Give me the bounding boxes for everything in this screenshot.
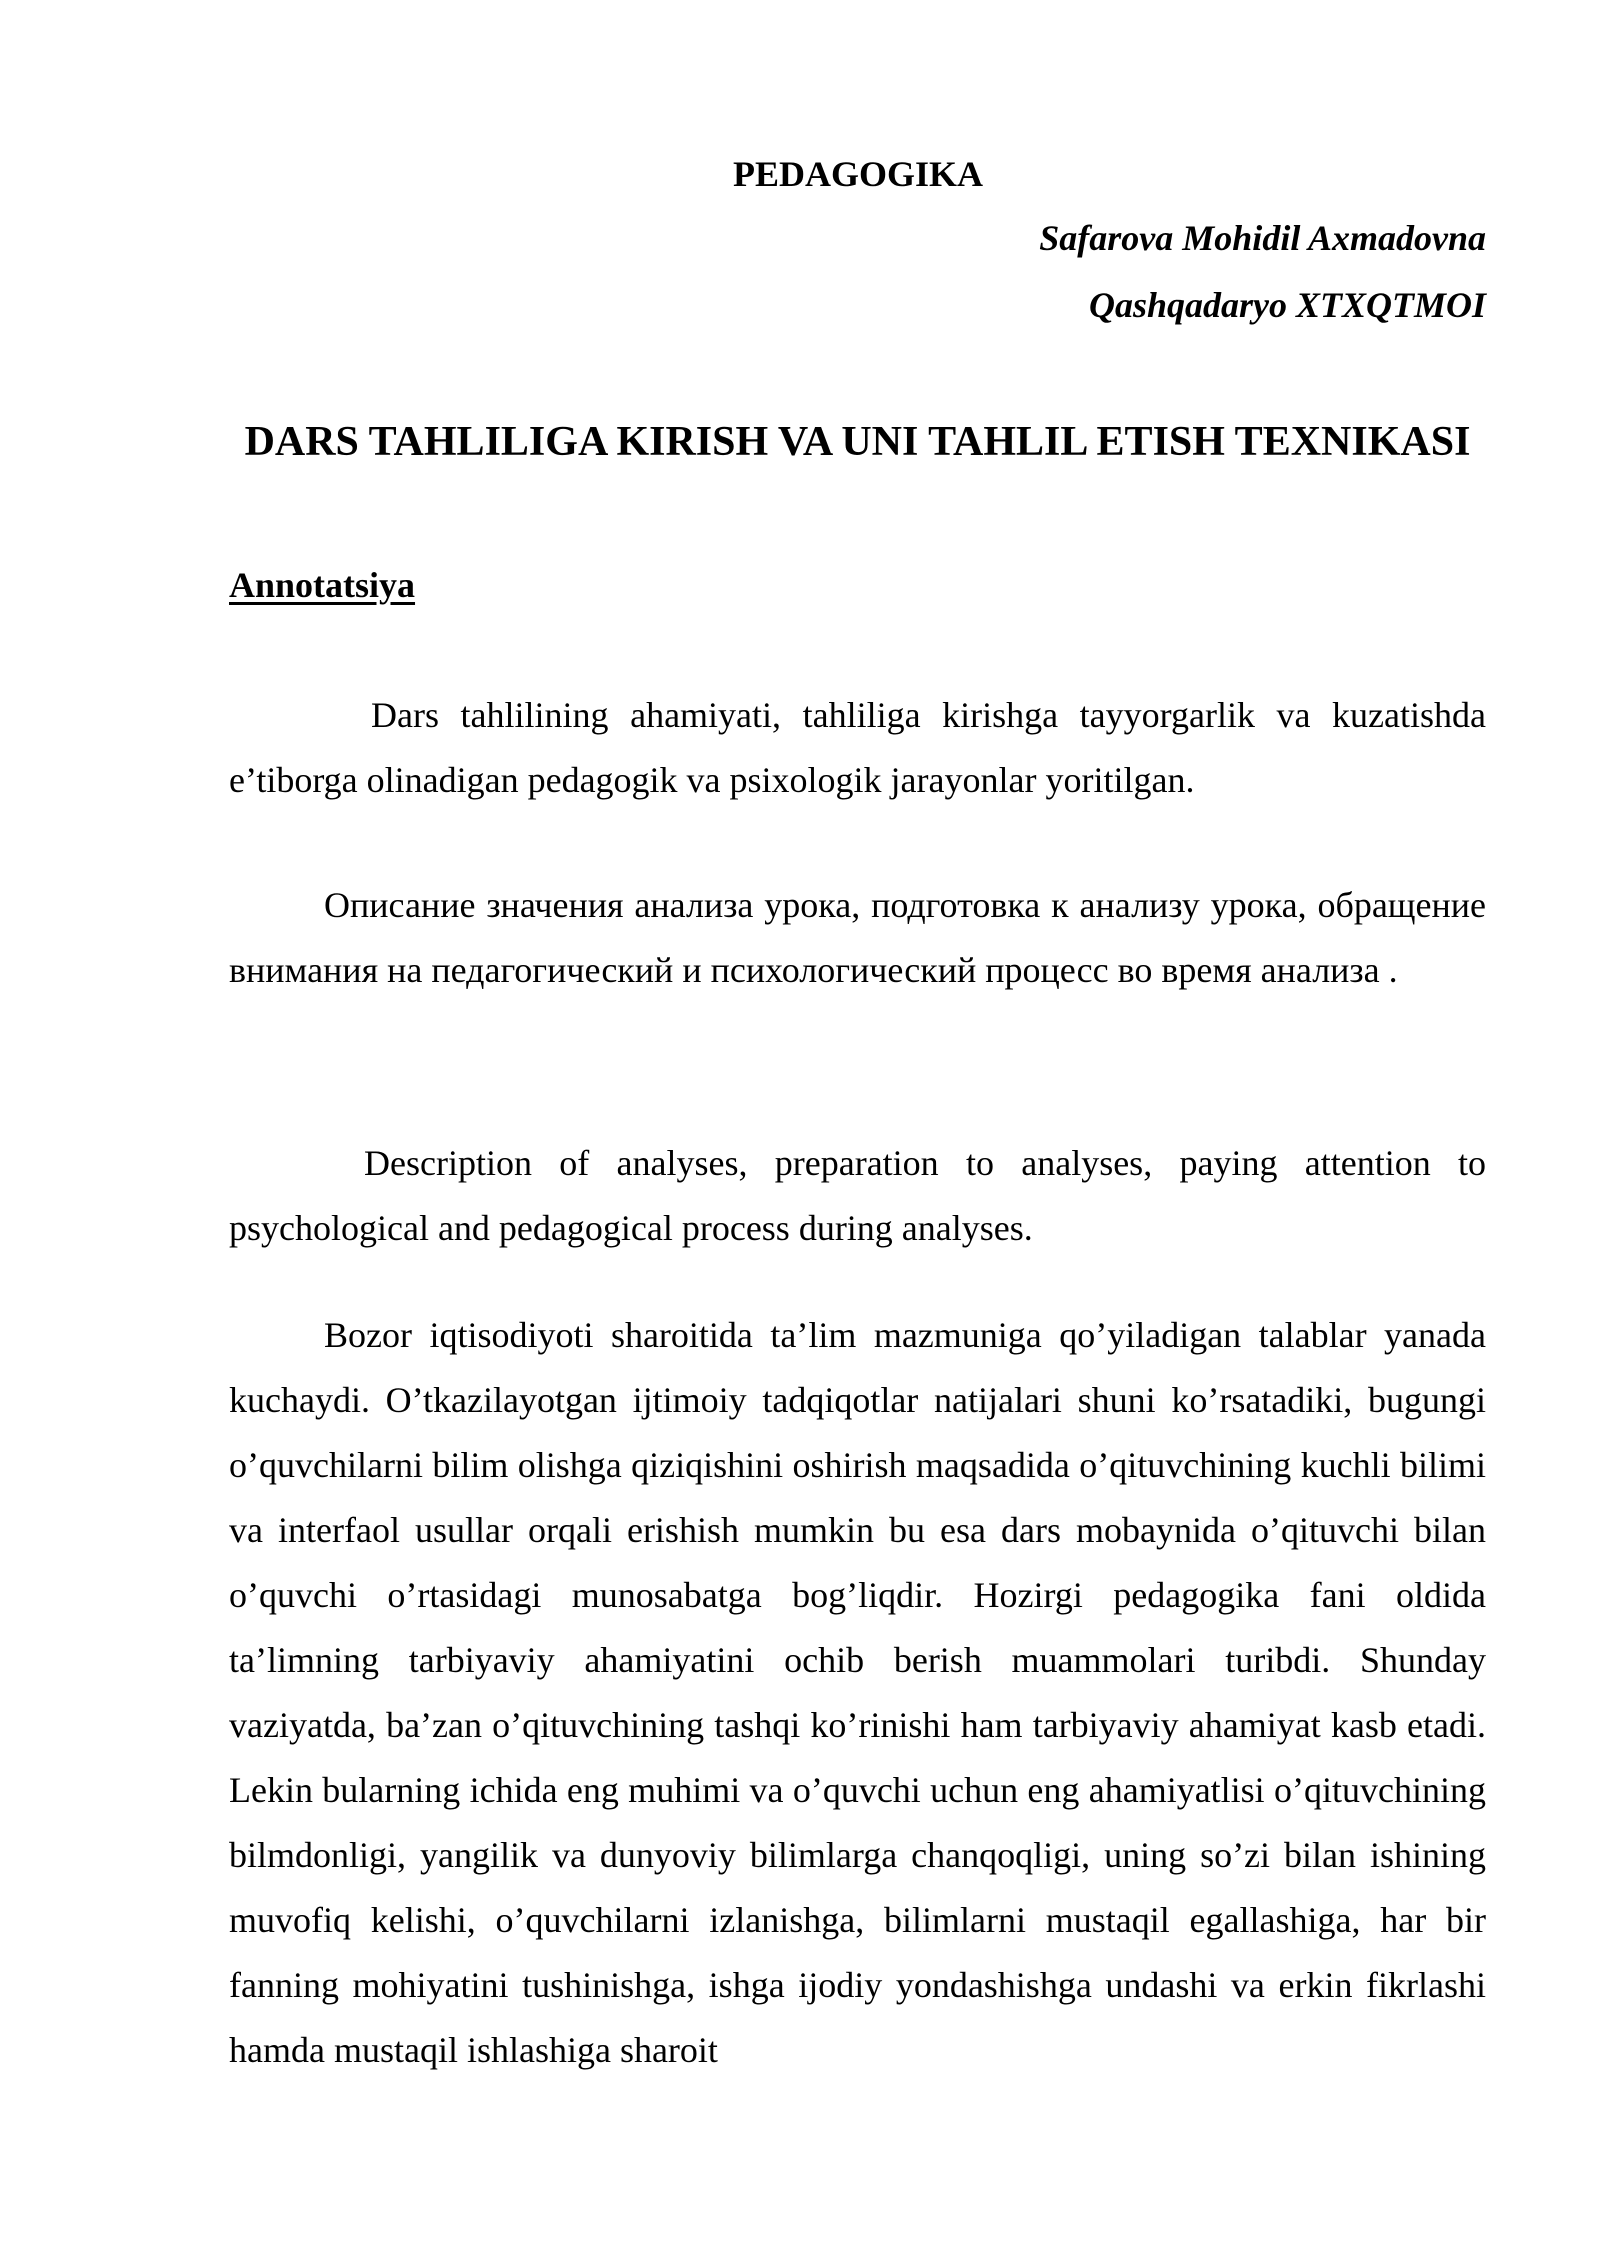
author-institution: Qashqadaryo XTXQTMOI (1088, 285, 1486, 325)
section-label: PEDAGOGIKA (732, 154, 983, 194)
annotation-heading: Annotatsiya (229, 565, 416, 605)
annotation-russian: Описание значения анализа урока, подготовка к анализу урока, обращение внимания на педагогический и психологический процесс во время анализа . (229, 885, 1486, 990)
body-paragraph: Bozor iqtisodiyoti sharoitida ta’lim mazmuniga qo’yiladigan talablar yanada kuchaydi. O’tkazilayotgan ijtimoiy tadqiqotlar natijalari shuni ko’rsatadiki, bugungi o’quvchilarni bilim olishga qiziqishini oshirish maqsadida o’qituvchining kuchli bilimi va interfaol usullar orqali erishish mumkin bu esa dars mobaynida o’qituvchi bilan o’quvchi o’rtasidagi munosabatga bog’liqdir. Hozirgi pedagogika fani oldida ta’limning tarbiyaviy ahamiyatini ochib berish muammolari turibdi. Shunday vaziyatda, ba’zan o’qituvchining tashqi ko’rinishi ham tarbiyaviy ahamiyat kasb etadi. Lekin bularning ichida eng muhimi va o’quvchi uchun eng ahamiyatlisi o’qituvchining bilmdonligi, yangilik va dunyoviy bilimlarga chanqoqligi, uning so’zi bilan ishining muvofiq kelishi, o’quvchilarni izlanishga, bilimlarni mustaqil egallashiga, har bir fanning mohiyatini tushinishga, ishga ijodiy yondashishga undashi va erkin fikrlashi hamda mustaqil ishlashiga sharoit (229, 1315, 1486, 2070)
annotation-english: Description of analyses, preparation to analyses, paying attention to psychological and pedagogical process during analyses. (229, 1143, 1486, 1248)
annotation-uzbek: Dars tahlilining ahamiyati, tahliliga kirishga tayyorgarlik va kuzatishda e’tiborga olinadigan pedagogik va psixologik jarayonlar yoritilgan. (229, 695, 1486, 800)
author-name: Safarova Mohidil Axmadovna (1039, 218, 1486, 258)
article-title: DARS TAHLILIGA KIRISH VA UNI TAHLIL ETISH TEXNIKASI (244, 419, 1471, 465)
